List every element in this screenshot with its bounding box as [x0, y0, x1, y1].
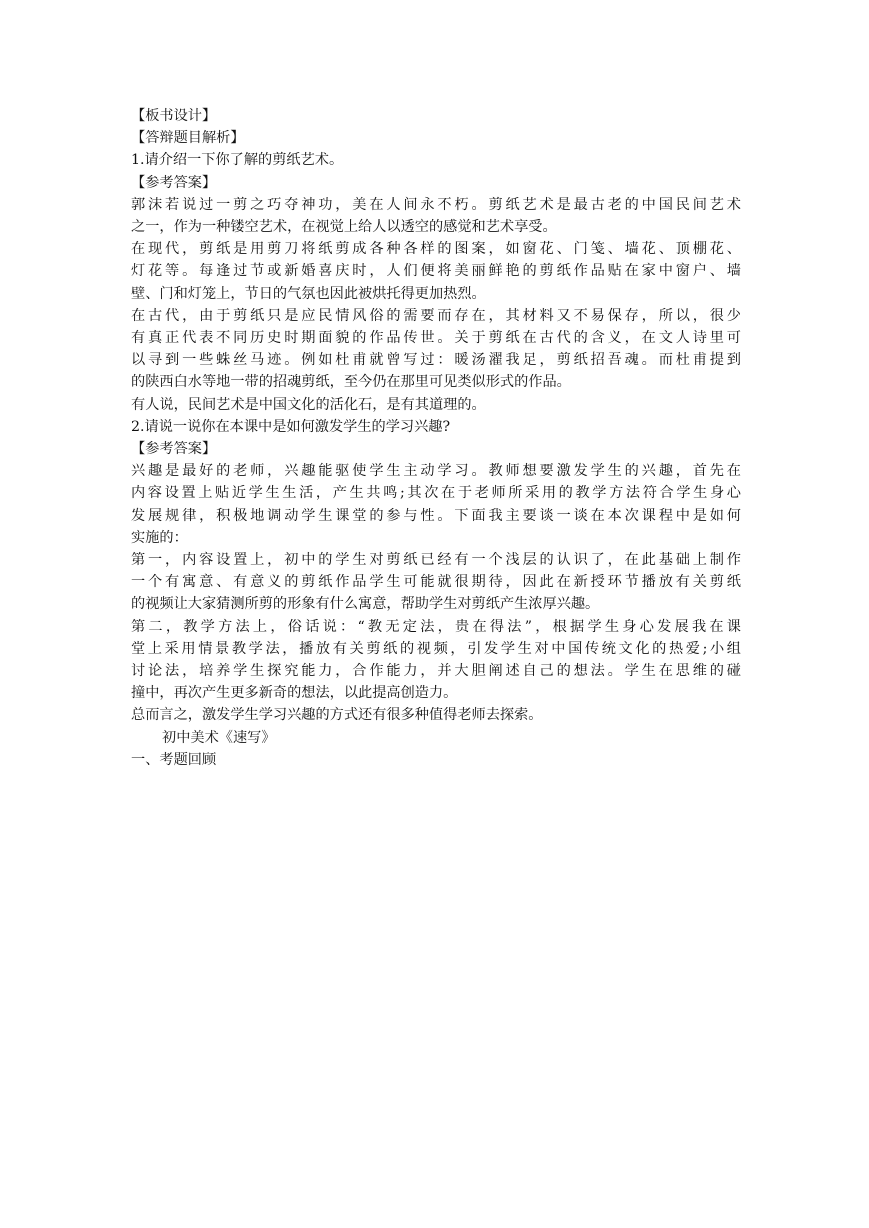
- text-line: 内容设置上贴近学生生活，产生共鸣;其次在于老师所采用的教学方法符合学生身心: [131, 485, 741, 502]
- text-line: 在现代，剪纸是用剪刀将纸剪成各种各样的图案，如窗花、门笺、墙花、顶棚花、: [131, 241, 741, 258]
- text-line: 郭沫若说过一剪之巧夺神功，美在人间永不朽。剪纸艺术是最古老的中国民间艺术: [131, 196, 741, 213]
- section-heading-review: 一、考题回顾: [131, 751, 217, 768]
- paragraph-interest: [131, 460, 741, 549]
- text-line: 第一，内容设置上，初中的学生对剪纸已经有一个浅层的认识了，在此基础上制作: [131, 552, 741, 569]
- text-line: 发展规律，积极地调动学生课堂的参与性。下面我主要谈一谈在本次课程中是如何: [131, 507, 741, 524]
- text-line: 第二，教学方法上，俗话说：“教无定法，贵在得法”，根据学生身心发展我在课: [131, 618, 741, 635]
- paragraph-conclusion: 总而言之，激发学生学习兴趣的方式还有很多种值得老师去探索。: [131, 707, 543, 724]
- text-line: 兴趣是最好的老师，兴趣能驱使学生主动学习。教师想要激发学生的兴趣，首先在: [131, 463, 741, 480]
- text-line: 在古代，由于剪纸只是应民情风俗的需要而存在，其材料又不易保存，所以，很少: [131, 307, 741, 324]
- text-line: 壁、门和灯笼上，节日的气氛也因此被烘托得更加热烈。: [131, 285, 486, 302]
- text-line: 灯花等。每逢过节或新婚喜庆时，人们便将美丽鲜艳的剪纸作品贴在家中窗户、墙: [131, 263, 741, 280]
- paragraph-second: [131, 616, 741, 705]
- paragraph-paper-cutting-intro: [131, 194, 741, 238]
- text-line: 之一，作为一种镂空艺术，在视觉上给人以透空的感觉和艺术享受。: [131, 219, 557, 236]
- text-line: 讨论法，培养学生探究能力，合作能力，并大胆阐述自己的想法。学生在思维的碰: [131, 663, 741, 680]
- text-line: 的陕西白水等地一带的招魂剪纸，至今仍在那里可见类似形式的作品。: [131, 374, 571, 391]
- text-line: 撞中，再次产生更多新奇的想法，以此提高创造力。: [131, 685, 458, 702]
- document-page: [131, 105, 741, 771]
- reference-answer-label-2: 【参考答案】: [131, 441, 217, 458]
- text-line: 的视频让大家猜测所剪的形象有什么寓意，帮助学生对剪纸产生浓厚兴趣。: [131, 596, 600, 613]
- text-line: 堂上采用情景教学法，播放有关剪纸的视频，引发学生对中国传统文化的热爱;小组: [131, 640, 741, 657]
- text-line: 实施的：: [131, 529, 188, 546]
- text-line: 有真正代表不同历史时期面貌的作品传世。关于剪纸在古代的含义，在文人诗里可: [131, 330, 741, 347]
- paragraph-folk-art: 有人说，民间艺术是中国文化的活化石，是有其道理的。: [131, 396, 486, 413]
- question-2: 2.请说一说你在本课中是如何激发学生的学习兴趣?: [131, 418, 451, 435]
- heading-board-design: 【板书设计】: [131, 108, 217, 124]
- text-line: 一个有寓意、有意义的剪纸作品学生可能就很期待，因此在新授环节播放有关剪纸: [131, 574, 741, 591]
- question-1: 1.请介绍一下你了解的剪纸艺术。: [131, 152, 344, 169]
- text-line: 以寻到一些蛛丝马迹。例如杜甫就曾写过：暖汤濯我足，剪纸招吾魂。而杜甫提到: [131, 352, 741, 369]
- heading-qa-analysis: 【答辩题目解析】: [131, 130, 245, 147]
- next-lesson-title: 初中美术《速写》: [162, 729, 276, 746]
- reference-answer-label-1: 【参考答案】: [131, 174, 217, 191]
- paragraph-first: [131, 549, 741, 616]
- paragraph-modern: [131, 238, 741, 305]
- paragraph-ancient: [131, 305, 741, 394]
